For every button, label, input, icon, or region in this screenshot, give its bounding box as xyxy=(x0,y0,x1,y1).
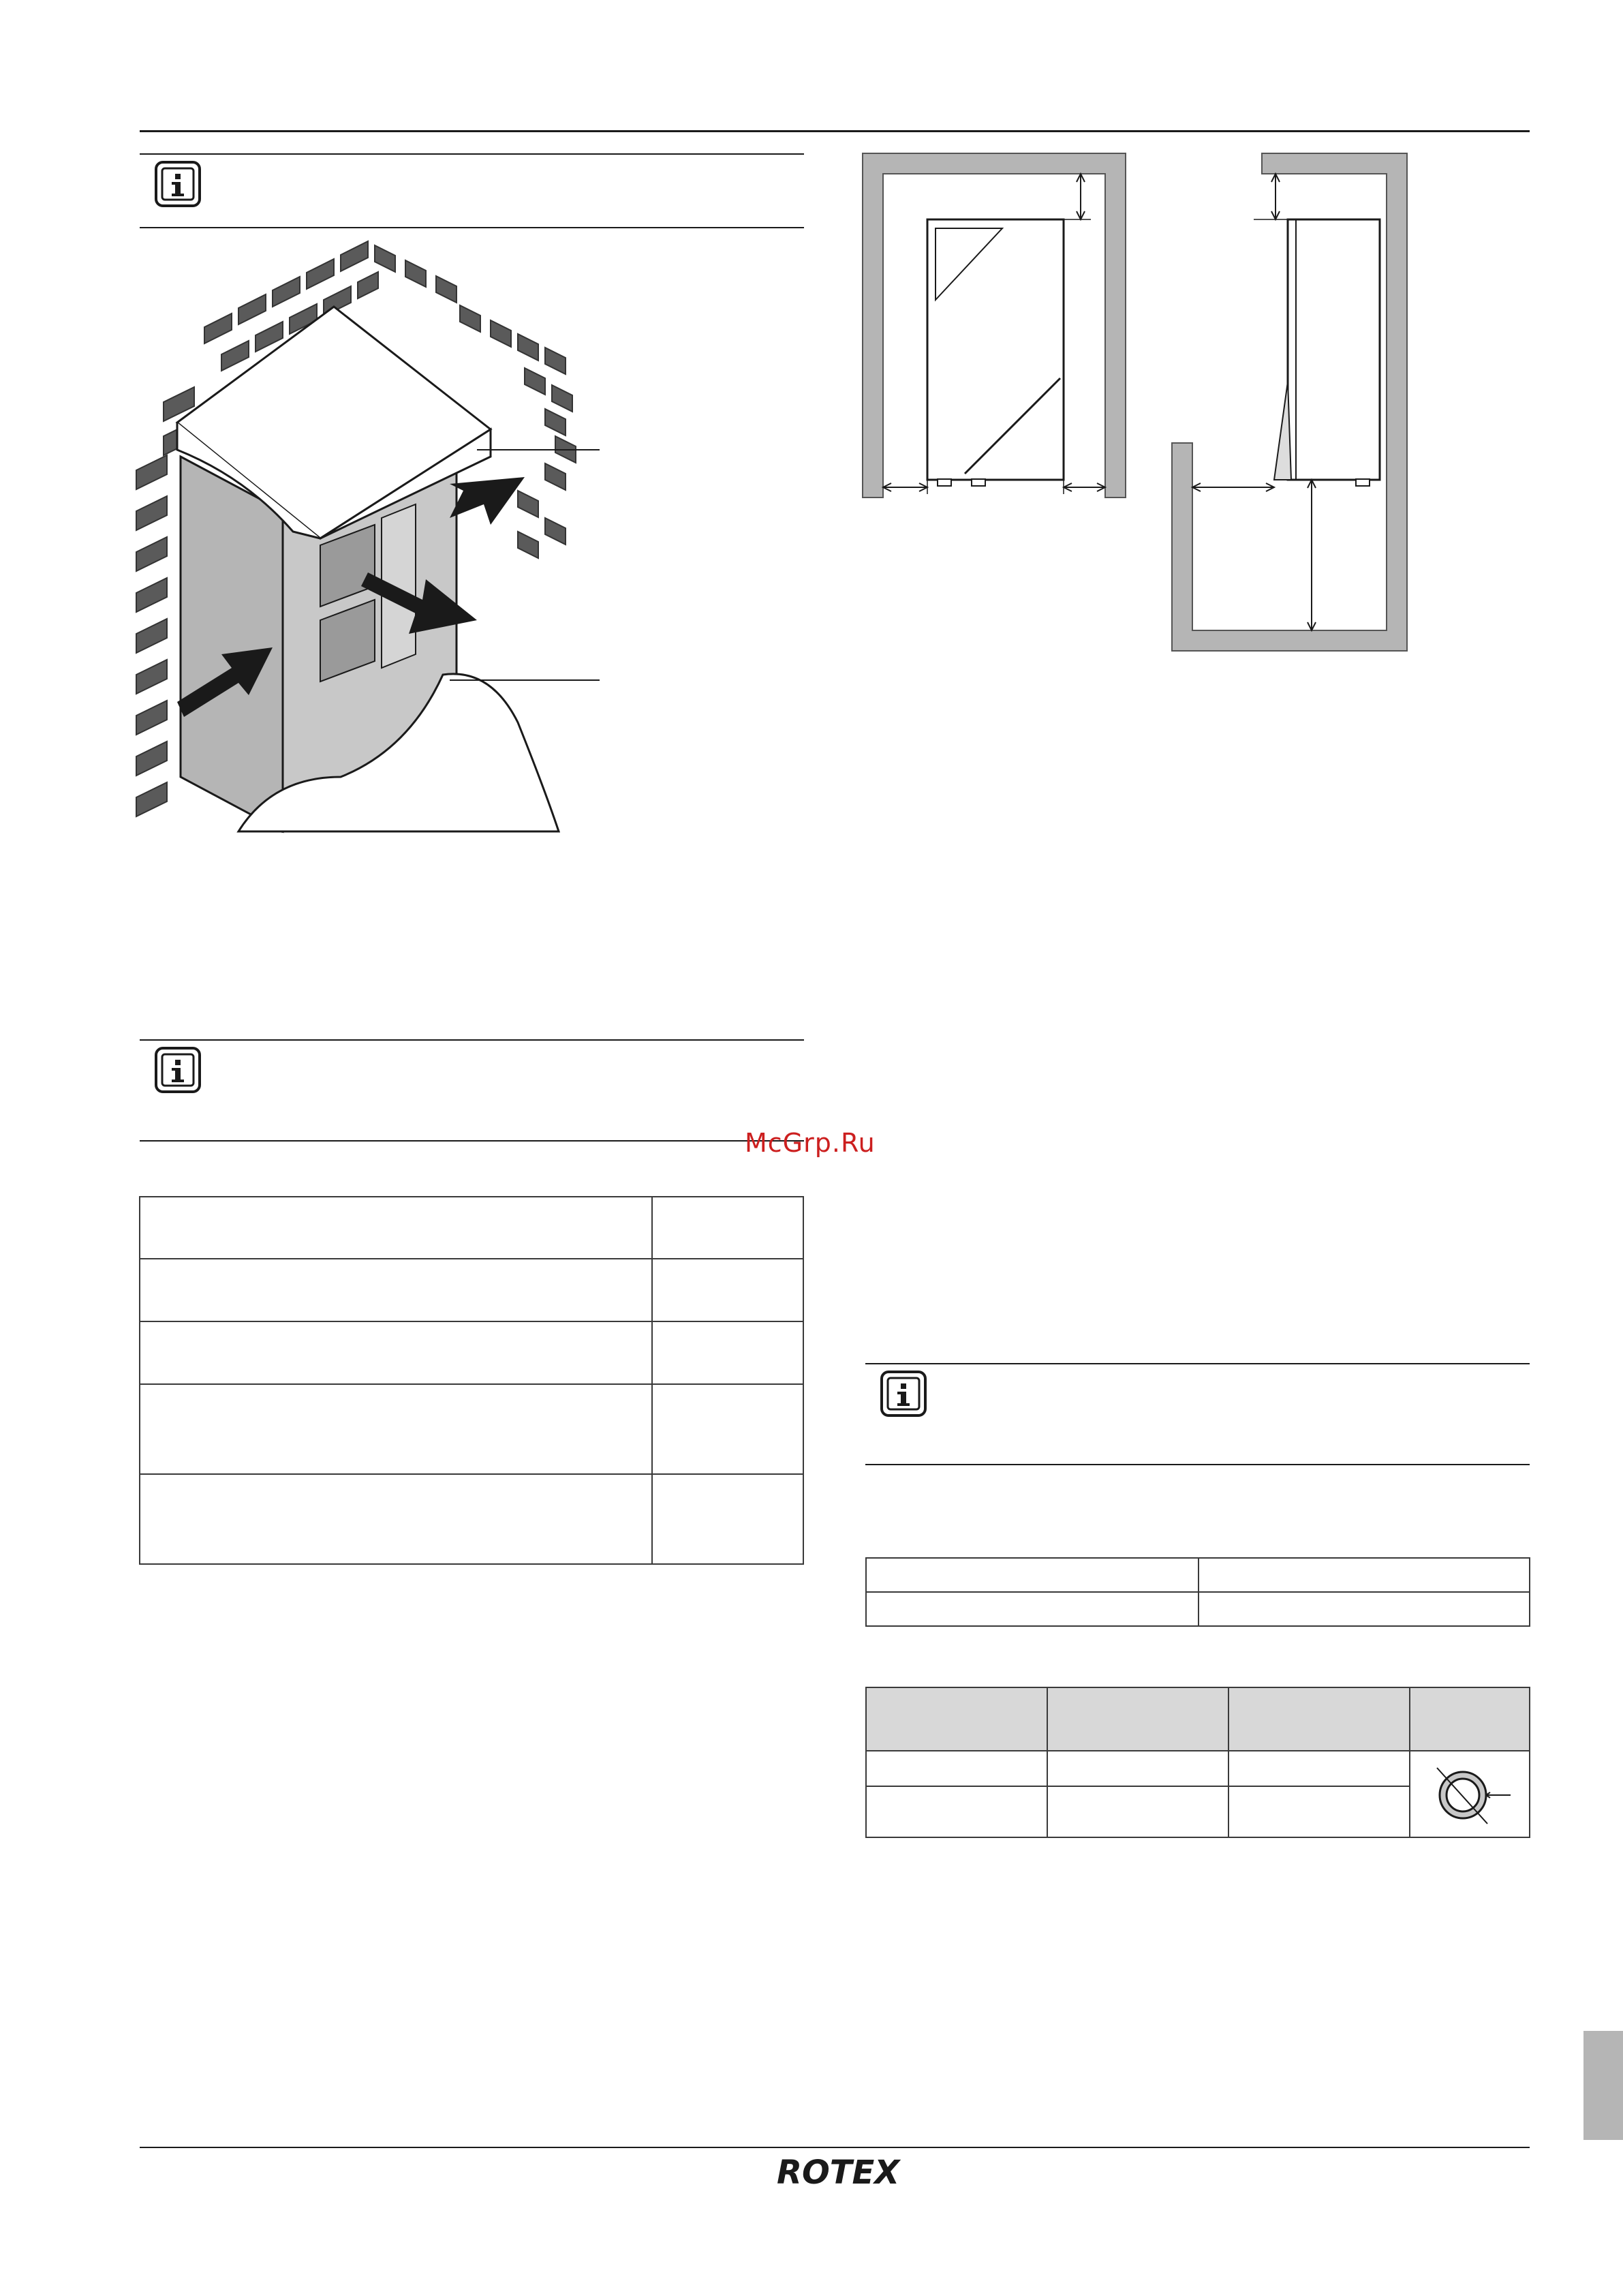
info-box-3-top-rule xyxy=(865,1363,1530,1364)
left-table xyxy=(139,1196,804,1565)
watermark: McGrp.Ru xyxy=(745,1128,876,1158)
info-icon xyxy=(880,1370,927,1418)
table-row xyxy=(866,1592,1530,1626)
table-row xyxy=(866,1751,1530,1786)
table-header-row xyxy=(866,1687,1530,1751)
info-icon xyxy=(154,1046,202,1094)
clearance-diagram-side xyxy=(1172,153,1410,654)
table-row xyxy=(140,1474,803,1564)
header-rule xyxy=(140,130,1530,132)
table-row xyxy=(140,1384,803,1474)
info-box-2-bottom-rule xyxy=(140,1140,804,1142)
footer-rule xyxy=(140,2147,1530,2148)
right-small-table xyxy=(865,1557,1530,1627)
info-box-2-top-rule xyxy=(140,1039,804,1041)
info-box-3-bottom-rule xyxy=(865,1464,1530,1465)
info-box-1-top-rule xyxy=(140,153,804,155)
table-row xyxy=(866,1558,1530,1592)
table-row xyxy=(140,1197,803,1259)
info-box-1-bottom-rule xyxy=(140,227,804,228)
table-row xyxy=(140,1321,803,1384)
snow-protection-illustration xyxy=(136,232,613,838)
right-pipe-table xyxy=(865,1687,1530,1838)
info-icon xyxy=(154,160,202,208)
table-row xyxy=(140,1259,803,1321)
pipe-cross-section-icon xyxy=(1422,1756,1517,1831)
svg-text:ROTEX: ROTEX xyxy=(777,2154,900,2192)
rotex-logo xyxy=(777,2152,900,2193)
clearance-diagram-front xyxy=(863,153,1126,498)
chapter-tab-marker xyxy=(1583,2031,1623,2140)
